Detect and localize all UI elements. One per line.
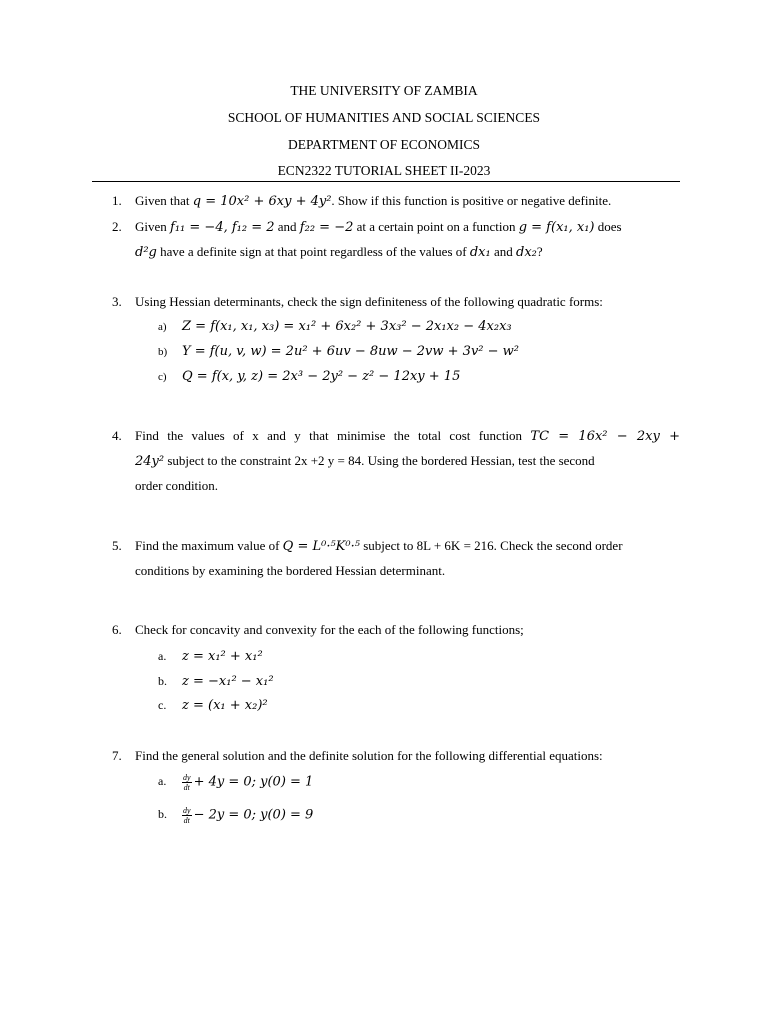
list-item xyxy=(158,343,519,359)
question-text: Find the maximum value of xyxy=(135,538,283,553)
item-label: c. xyxy=(158,698,167,712)
question-number: 1. xyxy=(112,193,122,208)
question-text: Using Hessian determinants, check the sign definiteness of the following quadratic forms: xyxy=(135,294,603,309)
item-label: a. xyxy=(158,649,167,663)
list-item xyxy=(158,806,313,825)
math-expression: f₂₂ = −2 xyxy=(299,220,354,235)
math-expression: f₁₁ = −4, f₁₂ = 2 xyxy=(170,220,275,235)
question-text: does xyxy=(594,219,622,234)
derivative-fraction xyxy=(182,773,192,792)
math-expression: + 4y = 0; y(0) = 1 xyxy=(193,774,314,790)
list-item xyxy=(158,368,460,384)
item-label: b. xyxy=(158,674,167,688)
question-text: Find the values of x and y that minimise the total cost function xyxy=(135,428,531,443)
list-item xyxy=(158,697,268,713)
list-item xyxy=(158,648,263,664)
question-text: subject to 8L + 6K = 216. Check the second order xyxy=(359,538,623,553)
question-number: 5. xyxy=(112,538,122,553)
list-item xyxy=(158,773,313,792)
math-expression: Z = f(x₁, x₁, x₃) = x₁² + 6x₂² + 3x₃² − 2x₁x₂ − 4x₂x₃ xyxy=(182,319,512,334)
question-number: 7. xyxy=(112,748,122,763)
question-text: ? xyxy=(536,244,543,259)
fraction-denominator: dt xyxy=(183,783,190,792)
question-text: order condition. xyxy=(135,478,219,493)
question-text: at a certain point on a function xyxy=(353,219,519,234)
math-expression: z = −x₁² − x₁² xyxy=(182,674,274,689)
sheet-title: ECN2322 TUTORIAL SHEET II-2023 xyxy=(277,163,491,178)
math-expression: q = 10x² + 6xy + 4y² xyxy=(192,194,332,209)
department-title: DEPARTMENT OF ECONOMICS xyxy=(288,137,480,152)
question-text: and xyxy=(274,219,300,234)
math-expression: Q = L⁰·⁵K⁰·⁵ xyxy=(282,539,360,554)
question-text: Find the general solution and the definite solution for the following differential equations: xyxy=(135,748,603,763)
header-rule xyxy=(92,181,680,182)
math-expression: 24y² xyxy=(135,454,165,469)
fraction-denominator: dt xyxy=(183,816,190,825)
question-text: . Show if this function is positive or negative definite. xyxy=(331,193,612,208)
school-title: SCHOOL OF HUMANITIES AND SOCIAL SCIENCES xyxy=(227,110,541,125)
question-number: 4. xyxy=(112,428,122,443)
university-title: THE UNIVERSITY OF ZAMBIA xyxy=(290,83,478,98)
question-text: Given xyxy=(135,219,171,234)
item-label: b) xyxy=(158,346,168,358)
derivative-fraction xyxy=(182,806,192,825)
item-label: c) xyxy=(158,371,167,383)
math-expression: TC = 16x² − 2xy + xyxy=(530,429,680,444)
question-text: conditions by examining the bordered Hessian determinant. xyxy=(135,563,446,578)
math-expression: dx₂ xyxy=(516,245,537,260)
math-expression: g = f(x₁, x₁) xyxy=(518,220,595,235)
fraction-numerator: dy xyxy=(183,806,191,815)
question-text: and xyxy=(490,244,516,259)
math-expression: dx₁ xyxy=(469,245,491,260)
question-text: have a definite sign at that point regardless of the values of xyxy=(156,244,470,259)
item-label: a) xyxy=(158,321,167,333)
item-label: a. xyxy=(158,774,167,789)
question-text: subject to the constraint 2x +2 y = 84. Using the bordered Hessian, test the second xyxy=(164,453,595,468)
question-number: 6. xyxy=(112,622,122,637)
question-text: Check for concavity and convexity for the each of the following functions; xyxy=(135,622,524,637)
math-expression: Q = f(x, y, z) = 2x³ − 2y² − z² − 12xy + 15 xyxy=(182,369,461,384)
math-expression: z = x₁² + x₁² xyxy=(182,649,263,664)
list-item xyxy=(158,318,512,334)
question-number: 3. xyxy=(112,294,122,309)
list-item xyxy=(158,673,274,689)
question-number: 2. xyxy=(112,219,122,234)
math-expression: z = (x₁ + x₂)² xyxy=(182,698,268,713)
math-expression: d²g xyxy=(135,245,157,260)
math-expression: Y = f(u, v, w) = 2u² + 6uv − 8uw − 2vw + 3v² − w² xyxy=(182,344,519,359)
item-label: b. xyxy=(158,807,167,822)
fraction-numerator: dy xyxy=(183,773,191,782)
math-expression: − 2y = 0; y(0) = 9 xyxy=(193,807,314,823)
question-text: Given that xyxy=(135,193,193,208)
